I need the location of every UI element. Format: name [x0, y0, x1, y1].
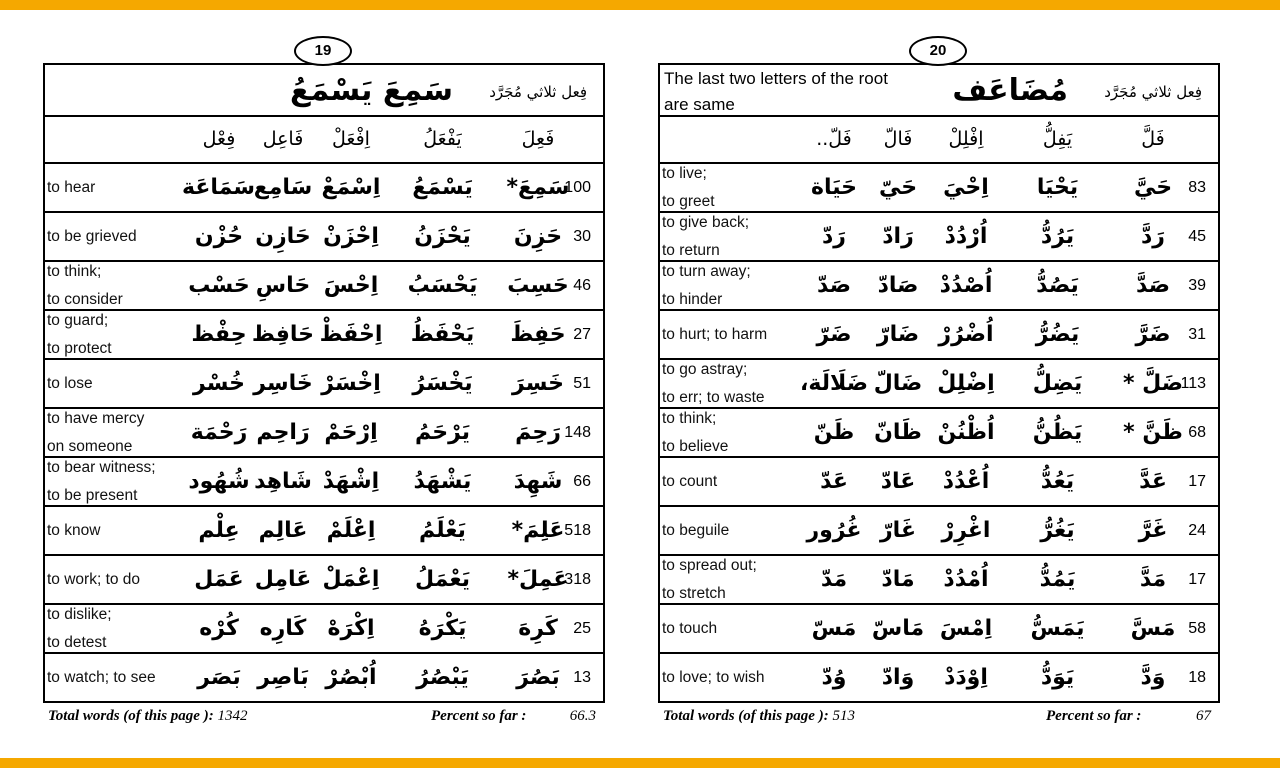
verb-meaning: [47, 654, 179, 701]
meaning-line: to be present: [47, 487, 138, 504]
verb-form: عَمِلَ*: [507, 567, 569, 592]
table-row: [45, 556, 603, 605]
percent-value: 66.3: [569, 708, 596, 724]
verb-form: يَغُرُّ: [1040, 518, 1075, 543]
verb-form: حَيَّ: [1133, 175, 1173, 200]
meaning-line: to watch; to see: [47, 669, 156, 686]
meaning-line: to be grieved: [47, 228, 137, 245]
table-row: [45, 164, 603, 213]
occurrence-count: 83: [1188, 179, 1206, 196]
verb-form: عَدَّ: [1139, 469, 1167, 494]
verb-meaning: [47, 213, 179, 260]
verb-form: يَضُرُّ: [1035, 322, 1080, 347]
meaning-line: to stretch: [662, 585, 726, 602]
verb-form: اِحْيَ: [943, 175, 989, 200]
verb-form: ضَلَالَة،: [800, 371, 868, 396]
verb-form: اِشْهَدْ: [322, 469, 380, 494]
verb-form: اغْرِرْ: [941, 518, 991, 543]
verb-form: يَسْمَعُ: [412, 175, 473, 200]
verb-form: اُصْدُدْ: [939, 273, 993, 298]
occurrence-count: 31: [1188, 326, 1206, 343]
occurrence-count: 51: [573, 375, 591, 392]
occurrence-count: 113: [1180, 375, 1206, 392]
verb-form: حُزْن: [194, 224, 244, 249]
percent-label: Percent so far :: [431, 708, 527, 724]
verb-form: مَدّ: [820, 567, 848, 592]
header-verb-type: فِعل ثلاثي مُجَرَّد: [1104, 83, 1202, 101]
top-border-band: [0, 0, 1280, 10]
verb-form: رَحِمَ: [515, 420, 561, 445]
table-header: [660, 65, 1218, 117]
occurrence-count: 66: [573, 473, 591, 490]
verb-meaning: [662, 409, 794, 456]
meaning-line: to hurt; to harm: [662, 326, 768, 343]
meaning-line: to live;: [662, 165, 707, 182]
verb-meaning: [47, 164, 179, 211]
verb-form: اُرْدُدْ: [944, 224, 988, 249]
meaning-line: to turn away;: [662, 263, 751, 280]
verb-form: كُرْه: [199, 616, 239, 641]
verb-form: اِوْدَدْ: [944, 665, 988, 690]
verb-form: ضَارّ: [876, 322, 920, 347]
verb-form: رَادّ: [882, 224, 914, 249]
meaning-line: to protect: [47, 340, 112, 357]
verb-form: اِعْلَمْ: [326, 518, 376, 543]
verb-form: وَدَّ: [1140, 665, 1166, 690]
verb-form: حَيَاة: [810, 175, 858, 200]
verb-form: بَاصِر: [257, 665, 309, 690]
table-row: [660, 164, 1218, 213]
meaning-line: to greet: [662, 193, 715, 210]
verb-form: حِفْظ: [191, 322, 247, 347]
meaning-line: to guard;: [47, 312, 109, 329]
verb-form: يَحْيَا: [1036, 175, 1079, 200]
page-footer: [48, 708, 604, 728]
occurrence-count: 45: [1188, 228, 1206, 245]
meaning-line: to go astray;: [662, 361, 748, 378]
verb-form: عَمَل: [194, 567, 244, 592]
verb-table: [658, 63, 1220, 703]
verb-form: اِكْرَهْ: [327, 616, 375, 641]
verb-form: بَصُرَ: [516, 665, 560, 690]
meaning-line: to count: [662, 473, 718, 490]
total-words-value: 513: [832, 708, 855, 724]
table-row: [660, 360, 1218, 409]
meaning-line: to beguile: [662, 522, 730, 539]
table-row: [45, 654, 603, 703]
meaning-line: to bear witness;: [47, 459, 156, 476]
meaning-line: to err; to waste: [662, 389, 765, 406]
header-note: The last two letters of the root are same: [664, 69, 888, 114]
verb-form: ظَنَّ *: [1123, 420, 1183, 445]
table-row: [660, 262, 1218, 311]
column-heading: فَلّ..: [816, 128, 852, 150]
verb-meaning: [662, 654, 794, 701]
verb-form: اِحْسَ: [323, 273, 379, 298]
meaning-line: to detest: [47, 634, 107, 651]
bottom-border-band: [0, 758, 1280, 768]
page-footer: [663, 708, 1219, 728]
verb-form: شَهِدَ: [513, 469, 563, 494]
verb-form: شَاهِد: [254, 469, 312, 494]
verb-form: عَلِمَ*: [511, 518, 565, 543]
verb-form: مَدَّ: [1139, 567, 1167, 592]
verb-form: حَسِبَ: [507, 273, 569, 298]
occurrence-count: 318: [564, 571, 591, 588]
header-verb: مُضَاعَف: [952, 73, 1068, 108]
verb-form: اِحْزَنْ: [323, 224, 379, 249]
verb-form: يَظُنُّ: [1032, 420, 1083, 445]
verb-form: اِعْمَلْ: [322, 567, 380, 592]
verb-form: يَرْحَمُ: [414, 420, 471, 445]
meaning-line: to know: [47, 522, 101, 539]
table-header: [45, 65, 603, 117]
table-row: [660, 605, 1218, 654]
verb-form: ضَرَّ: [1135, 322, 1171, 347]
table-row: [45, 213, 603, 262]
verb-form: حَفِظَ: [510, 322, 566, 347]
verb-form: يَعْلَمُ: [419, 518, 466, 543]
verb-form: عَالِم: [258, 518, 308, 543]
verb-form: اُعْدُدْ: [942, 469, 990, 494]
verb-form: خَاسِر: [253, 371, 313, 396]
verb-form: يَمُدُّ: [1039, 567, 1076, 592]
verb-form: وَادّ: [881, 665, 915, 690]
verb-form: صَدَّ: [1136, 273, 1170, 298]
verb-form: حَزِنَ: [513, 224, 563, 249]
verb-form: اُضْرُرْ: [938, 322, 994, 347]
table-row: [660, 654, 1218, 703]
column-heading: فَلَّ: [1141, 128, 1165, 150]
verb-form: حَاسِ: [255, 273, 311, 298]
meaning-line: to work; to do: [47, 571, 141, 588]
verb-form: اِمْسَ: [939, 616, 993, 641]
table-row: [45, 605, 603, 654]
percent-label: Percent so far :: [1046, 708, 1142, 724]
verb-form: يَحْسَبُ: [407, 273, 478, 298]
verb-table: [43, 63, 605, 703]
table-row: [660, 507, 1218, 556]
verb-form: سَامِع: [253, 175, 313, 200]
table-row: [45, 360, 603, 409]
total-words-label: Total words (of this page ):: [663, 708, 829, 724]
verb-form: يَمَسُّ: [1030, 616, 1085, 641]
verb-form: يَبْصُرُ: [416, 665, 469, 690]
occurrence-count: 68: [1188, 424, 1206, 441]
occurrence-count: 24: [1188, 522, 1206, 539]
verb-form: يَوَدُّ: [1040, 665, 1075, 690]
column-heading: اِفْعَلْ: [332, 128, 370, 150]
verb-form: اِحْفَظْ: [319, 322, 383, 347]
verb-form: عَامِل: [254, 567, 312, 592]
verb-form: شُهُود: [188, 469, 250, 494]
verb-form: حَيّ: [878, 175, 918, 200]
verb-form: ضَالّ: [873, 371, 923, 396]
verb-form: يَشْهَدُ: [413, 469, 472, 494]
meaning-line: to love; to wish: [662, 669, 765, 686]
verb-form: ظَانّ: [874, 420, 922, 445]
occurrence-count: 518: [564, 522, 591, 539]
verb-form: ضَرّ: [816, 322, 852, 347]
table-row: [660, 311, 1218, 360]
verb-meaning: [662, 605, 794, 652]
verb-form: خَسِرَ: [512, 371, 564, 396]
verb-form: يَخْسَرُ: [412, 371, 473, 396]
verb-form: سَمَاعَة: [181, 175, 255, 200]
verb-form: يَحْزَنُ: [414, 224, 471, 249]
table-row: [45, 409, 603, 458]
meaning-line: to dislike;: [47, 606, 112, 623]
verb-form: رَدّ: [822, 224, 846, 249]
meaning-line: on someone: [47, 438, 133, 455]
meaning-line: to have mercy: [47, 410, 145, 427]
verb-meaning: [47, 458, 179, 505]
meaning-line: to believe: [662, 438, 729, 455]
page-19: [43, 36, 605, 730]
meaning-line: to hinder: [662, 291, 723, 308]
meaning-line: to think;: [47, 263, 102, 280]
occurrence-count: 13: [573, 669, 591, 686]
verb-meaning: [662, 213, 794, 260]
column-heading: اِفْلِلْ: [948, 128, 984, 150]
verb-meaning: [662, 360, 794, 407]
occurrence-count: 148: [564, 424, 591, 441]
table-row: [45, 507, 603, 556]
verb-form: صَادّ: [877, 273, 919, 298]
table-row: [45, 458, 603, 507]
header-verb-type: فِعل ثلاثي مُجَرَّد: [489, 83, 587, 101]
verb-form: عِلْم: [198, 518, 240, 543]
verb-form: خُسْر: [193, 371, 245, 396]
occurrence-count: 100: [564, 179, 591, 196]
verb-form: رَاحِم: [256, 420, 310, 445]
verb-form: رَدَّ: [1141, 224, 1165, 249]
occurrence-count: 18: [1188, 669, 1206, 686]
verb-form: كَرِهَ: [518, 616, 558, 641]
occurrence-count: 39: [1188, 277, 1206, 294]
verb-form: وُدّ: [821, 665, 847, 690]
verb-form: يَرُدُّ: [1040, 224, 1075, 249]
verb-form: اُظْنُنْ: [937, 420, 995, 445]
table-row: [660, 458, 1218, 507]
meaning-line: to hear: [47, 179, 96, 196]
verb-meaning: [47, 507, 179, 554]
occurrence-count: 17: [1188, 571, 1206, 588]
occurrence-count: 25: [573, 620, 591, 637]
occurrence-count: 30: [573, 228, 591, 245]
column-headings: [660, 117, 1218, 164]
verb-form: حَسْب: [188, 273, 250, 298]
page-number: 19: [294, 36, 352, 66]
column-heading: فَعِلَ: [521, 128, 555, 150]
verb-form: غَرَّ: [1138, 518, 1168, 543]
verb-form: مَسَّ: [1130, 616, 1176, 641]
meaning-line: to give back;: [662, 214, 750, 231]
total-words-value: 1342: [217, 708, 248, 724]
verb-form: مَسّ: [811, 616, 857, 641]
verb-meaning: [47, 556, 179, 603]
occurrence-count: 58: [1188, 620, 1206, 637]
column-heading: يَفْعَلُ: [423, 128, 462, 150]
verb-form: صَدّ: [817, 273, 851, 298]
verb-form: مَاسّ: [871, 616, 925, 641]
verb-form: غُرُور: [806, 518, 862, 543]
meaning-line: to think;: [662, 410, 717, 427]
verb-form: غَارّ: [880, 518, 916, 543]
verb-form: عَادّ: [880, 469, 916, 494]
verb-form: يَعْمَلُ: [414, 567, 471, 592]
verb-form: عَدّ: [820, 469, 848, 494]
percent-value: 67: [1196, 708, 1211, 724]
verb-form: اِرْحَمْ: [324, 420, 378, 445]
table-row: [660, 409, 1218, 458]
verb-form: بَصَر: [197, 665, 241, 690]
column-headings: [45, 117, 603, 164]
table-row: [660, 213, 1218, 262]
column-heading: فِعْل: [202, 128, 236, 150]
verb-meaning: [47, 262, 179, 309]
verb-form: يَكْرَهُ: [418, 616, 467, 641]
verb-meaning: [662, 262, 794, 309]
column-heading: فَالّ: [883, 128, 913, 150]
verb-form: اُمْدُدْ: [943, 567, 989, 592]
table-row: [45, 262, 603, 311]
verb-form: يَعُدُّ: [1040, 469, 1075, 494]
verb-meaning: [47, 311, 179, 358]
meaning-line: to return: [662, 242, 720, 259]
verb-form: ظَنّ: [813, 420, 855, 445]
verb-form: حَازِن: [255, 224, 311, 249]
verb-form: يَحْفَظُ: [410, 322, 475, 347]
meaning-line: to spread out;: [662, 557, 757, 574]
verb-form: كَارِه: [259, 616, 307, 641]
column-heading: يَفِلُّ: [1042, 128, 1073, 150]
verb-form: اِخْسَرْ: [321, 371, 381, 396]
verb-form: حَافِظ: [251, 322, 314, 347]
verb-form: اِسْمَعْ: [321, 175, 381, 200]
occurrence-count: 17: [1188, 473, 1206, 490]
total-words-label: Total words (of this page ):: [48, 708, 214, 724]
verb-meaning: [47, 409, 179, 456]
verb-meaning: [47, 360, 179, 407]
page-number: 20: [909, 36, 967, 66]
verb-form: سَمِعَ*: [506, 175, 570, 200]
meaning-line: to consider: [47, 291, 123, 308]
verb-form: ضَلَّ *: [1122, 371, 1184, 396]
occurrence-count: 46: [573, 277, 591, 294]
verb-meaning: [662, 556, 794, 603]
verb-form: مَادّ: [881, 567, 915, 592]
page-20: [658, 36, 1220, 730]
verb-form: رَحْمَة: [190, 420, 248, 445]
verb-meaning: [662, 458, 794, 505]
verb-form: اِضْلِلْ: [937, 371, 995, 396]
verb-form: يَصُدُّ: [1036, 273, 1079, 298]
meaning-line: to touch: [662, 620, 718, 637]
verb-form: اُبْصُرْ: [325, 665, 377, 690]
meaning-line: to lose: [47, 375, 93, 392]
verb-meaning: [662, 164, 794, 211]
table-row: [45, 311, 603, 360]
verb-form: يَضِلُّ: [1032, 371, 1083, 396]
verb-meaning: [47, 605, 179, 652]
header-verb: سَمِعَ يَسْمَعُ: [290, 73, 453, 108]
column-heading: فَاعِل: [262, 128, 304, 150]
verb-meaning: [662, 507, 794, 554]
verb-meaning: [662, 311, 794, 358]
table-row: [660, 556, 1218, 605]
occurrence-count: 27: [573, 326, 591, 343]
